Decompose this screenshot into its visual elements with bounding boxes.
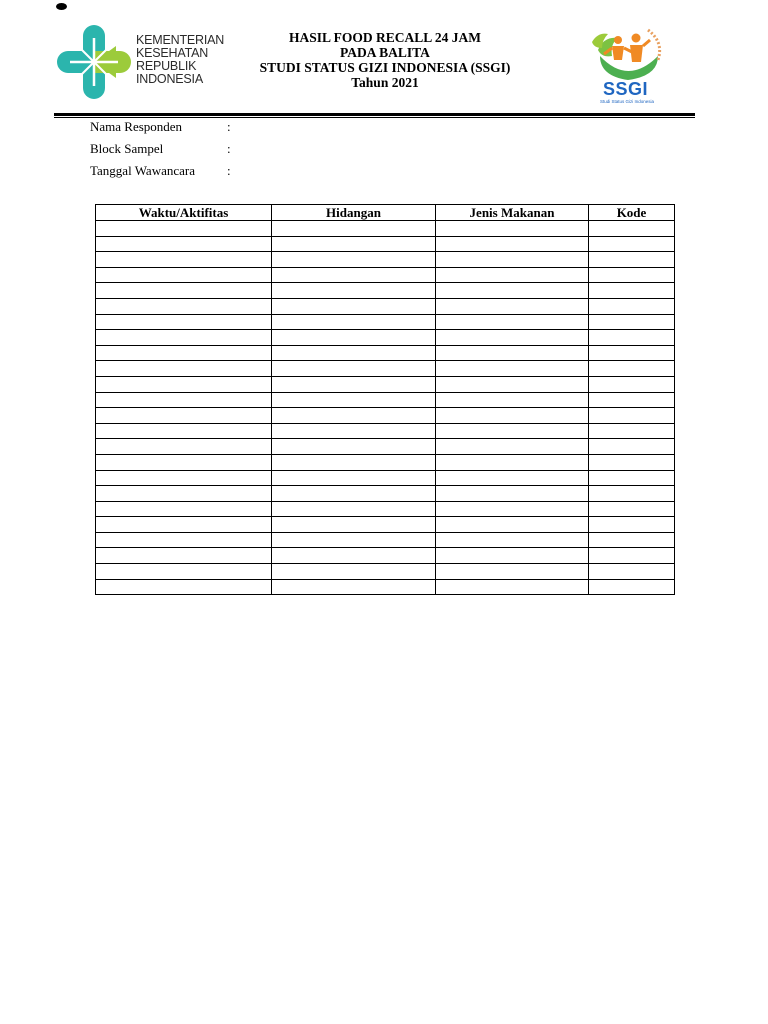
table-cell[interactable] [589,501,675,517]
table-cell[interactable] [96,298,272,314]
table-cell[interactable] [96,345,272,361]
table-cell[interactable] [96,454,272,470]
logo-text-line: REPUBLIK [136,59,197,73]
table-cell[interactable] [436,579,589,595]
table-cell[interactable] [589,267,675,283]
table-cell[interactable] [272,548,436,564]
table-cell[interactable] [272,314,436,330]
table-row [96,345,675,361]
table-cell[interactable] [96,361,272,377]
table-cell[interactable] [436,345,589,361]
table-row [96,454,675,470]
table-cell[interactable] [589,392,675,408]
table-cell[interactable] [589,376,675,392]
table-cell[interactable] [589,470,675,486]
table-cell[interactable] [272,423,436,439]
table-cell[interactable] [589,314,675,330]
table-cell[interactable] [96,564,272,580]
table-row [96,392,675,408]
table-row [96,501,675,517]
table-cell[interactable] [272,454,436,470]
table-cell[interactable] [436,517,589,533]
table-row [96,532,675,548]
title-line-4: Tahun 2021 [351,75,419,90]
table-cell[interactable] [589,439,675,455]
table-cell[interactable] [436,486,589,502]
table-row [96,423,675,439]
table-cell[interactable] [272,486,436,502]
table-cell[interactable] [436,439,589,455]
column-header-waktu: Waktu/Aktifitas [96,205,272,221]
table-cell[interactable] [96,439,272,455]
logo-text-line: KESEHATAN [136,46,209,60]
table-cell[interactable] [436,361,589,377]
table-row [96,408,675,424]
logo-text-line: KEMENTERIAN [136,33,225,47]
table-cell[interactable] [589,517,675,533]
table-cell[interactable] [589,361,675,377]
table-row [96,252,675,268]
table-cell[interactable] [436,330,589,346]
table-cell[interactable] [436,470,589,486]
ssgi-emblem-icon [588,24,668,82]
field-colon: : [227,163,231,178]
ssgi-logo-text: SSGI [603,79,649,99]
table-row [96,298,675,314]
title-line-3: STUDI STATUS GIZI INDONESIA (SSGI) [259,60,511,75]
table-cell[interactable] [436,408,589,424]
table-cell[interactable] [272,439,436,455]
table-row [96,314,675,330]
table-cell[interactable] [589,330,675,346]
table-cell[interactable] [589,579,675,595]
table-header-row [96,205,675,221]
table-cell[interactable] [96,517,272,533]
table-cell[interactable] [589,423,675,439]
title-line-2: PADA BALITA [340,45,430,60]
table-row [96,283,675,299]
table-cell[interactable] [272,532,436,548]
table-cell[interactable] [589,236,675,252]
table-row [96,564,675,580]
column-header-jenis-makanan: Jenis Makanan [436,205,589,221]
table-cell[interactable] [96,423,272,439]
table-cell[interactable] [436,221,589,237]
table-cell[interactable] [272,345,436,361]
table-row [96,376,675,392]
table-cell[interactable] [96,252,272,268]
table-cell[interactable] [96,408,272,424]
column-header-hidangan: Hidangan [272,205,436,221]
ssgi-logo-subtitle: Studi Status Gizi Indonesia [600,99,655,104]
ssgi-logo [588,24,668,106]
table-cell[interactable] [96,392,272,408]
table-cell[interactable] [96,532,272,548]
field-label: Tanggal Wawancara [90,163,195,178]
table-cell[interactable] [272,376,436,392]
logo-text-line: INDONESIA [136,72,203,86]
table-cell[interactable] [436,236,589,252]
table-cell[interactable] [272,236,436,252]
table-cell[interactable] [272,408,436,424]
table-cell[interactable] [589,564,675,580]
table-cell[interactable] [436,314,589,330]
table-row [96,579,675,595]
bullet-mark [56,3,67,10]
table-row [96,221,675,237]
table-cell[interactable] [272,361,436,377]
table-row [96,330,675,346]
header-divider [54,113,695,116]
table-cell[interactable] [96,579,272,595]
kemenkes-emblem-icon [56,24,132,104]
table-cell[interactable] [272,221,436,237]
table-cell[interactable] [589,283,675,299]
table-cell[interactable] [96,486,272,502]
table-cell[interactable] [589,486,675,502]
table-cell[interactable] [436,298,589,314]
table-cell[interactable] [436,454,589,470]
table-cell[interactable] [589,454,675,470]
table-row [96,439,675,455]
table-cell[interactable] [96,283,272,299]
table-row [96,236,675,252]
table-row [96,486,675,502]
table-cell[interactable] [272,267,436,283]
table-row [96,470,675,486]
table-cell[interactable] [272,564,436,580]
field-colon: : [227,119,231,134]
title-line-1: HASIL FOOD RECALL 24 JAM [288,30,482,45]
field-label: Block Sampel [90,141,164,156]
table-cell[interactable] [436,501,589,517]
table-cell[interactable] [436,423,589,439]
table-cell[interactable] [96,221,272,237]
table-row [96,517,675,533]
table-cell[interactable] [272,579,436,595]
table-cell[interactable] [272,298,436,314]
table-cell[interactable] [272,517,436,533]
table-cell[interactable] [436,267,589,283]
field-colon: : [227,141,231,156]
column-header-kode: Kode [589,205,675,221]
table-cell[interactable] [436,376,589,392]
table-cell[interactable] [589,252,675,268]
table-body [96,221,675,595]
table-cell[interactable] [96,236,272,252]
table-cell[interactable] [272,283,436,299]
table-cell[interactable] [436,532,589,548]
food-recall-table [95,204,675,595]
table-cell[interactable] [272,501,436,517]
table-cell[interactable] [272,252,436,268]
table-cell[interactable] [436,283,589,299]
table-cell[interactable] [589,221,675,237]
table-cell[interactable] [436,548,589,564]
kemenkes-logo [56,24,226,104]
table-cell[interactable] [96,470,272,486]
page-title [230,30,540,90]
field-label: Nama Responden [90,119,183,134]
table-cell[interactable] [96,548,272,564]
table-cell[interactable] [272,392,436,408]
table-cell[interactable] [96,330,272,346]
table-cell[interactable] [272,330,436,346]
table-cell[interactable] [96,376,272,392]
table-cell[interactable] [96,501,272,517]
table-cell[interactable] [436,252,589,268]
table-row [96,267,675,283]
table-cell[interactable] [436,392,589,408]
table-row [96,361,675,377]
table-cell[interactable] [589,532,675,548]
table-cell[interactable] [436,564,589,580]
table-row [96,548,675,564]
table-cell[interactable] [589,408,675,424]
table-cell[interactable] [589,298,675,314]
table-cell[interactable] [96,267,272,283]
table-cell[interactable] [96,314,272,330]
table-cell[interactable] [589,345,675,361]
table-cell[interactable] [589,548,675,564]
table-cell[interactable] [272,470,436,486]
